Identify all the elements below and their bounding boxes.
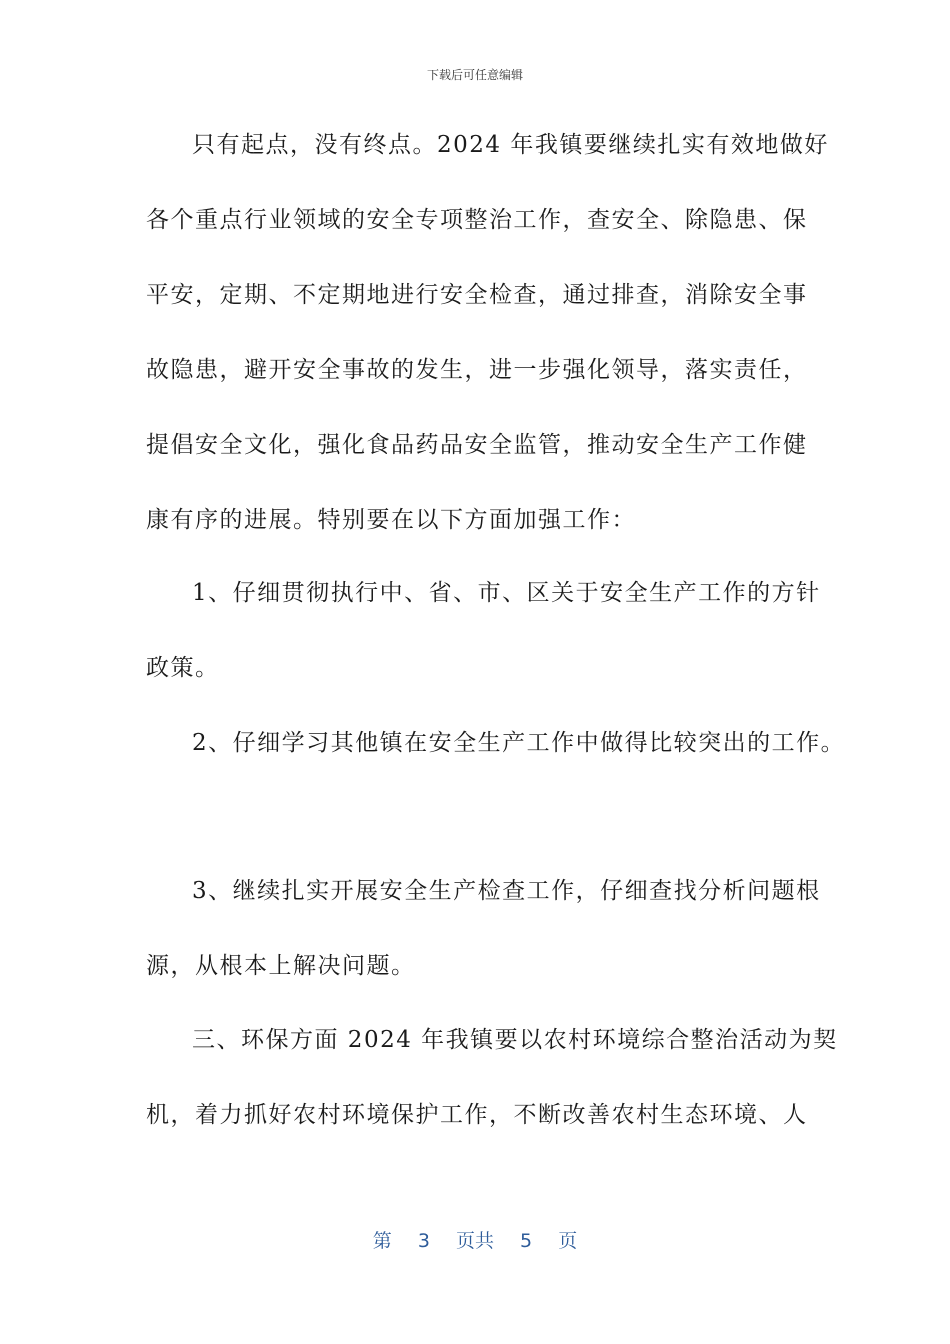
paragraph-line: 三、环保方面 2024 年我镇要以农村环境综合整治活动为契 bbox=[192, 1027, 838, 1053]
footer-prefix: 第 bbox=[372, 1230, 392, 1252]
paragraph-line: 平安，定期、不定期地进行安全检查，通过排查，消除安全事 bbox=[146, 282, 808, 308]
page-number-footer bbox=[0, 1226, 950, 1253]
paragraph-line: 故隐患，避开安全事故的发生，进一步强化领导，落实责任， bbox=[146, 357, 808, 383]
footer-total-pages: 5 bbox=[520, 1230, 533, 1252]
list-item-line: 3、继续扎实开展安全生产检查工作，仔细查找分析问题根 bbox=[192, 878, 821, 904]
footer-suffix: 页 bbox=[558, 1230, 578, 1252]
list-item-line: 源，从根本上解决问题。 bbox=[146, 953, 416, 979]
paragraph-line: 康有序的进展。特别要在以下方面加强工作： bbox=[146, 507, 636, 533]
list-item-line: 政策。 bbox=[146, 655, 220, 681]
list-item-line: 1、仔细贯彻执行中、省、市、区关于安全生产工作的方针 bbox=[192, 580, 821, 606]
paragraph-line: 提倡安全文化，强化食品药品安全监管，推动安全生产工作健 bbox=[146, 432, 808, 458]
page-header-note: 下载后可任意编辑 bbox=[426, 68, 523, 82]
paragraph-line: 各个重点行业领域的安全专项整治工作，查安全、除隐患、保 bbox=[146, 207, 808, 233]
paragraph-line: 机，着力抓好农村环境保护工作，不断改善农村生态环境、人 bbox=[146, 1102, 808, 1128]
footer-current-page: 3 bbox=[417, 1230, 430, 1252]
paragraph-line: 只有起点，没有终点。2024 年我镇要继续扎实有效地做好 bbox=[192, 132, 829, 158]
list-item-line: 2、仔细学习其他镇在安全生产工作中做得比较突出的工作。 bbox=[192, 730, 846, 756]
footer-middle: 页共 bbox=[455, 1230, 494, 1252]
